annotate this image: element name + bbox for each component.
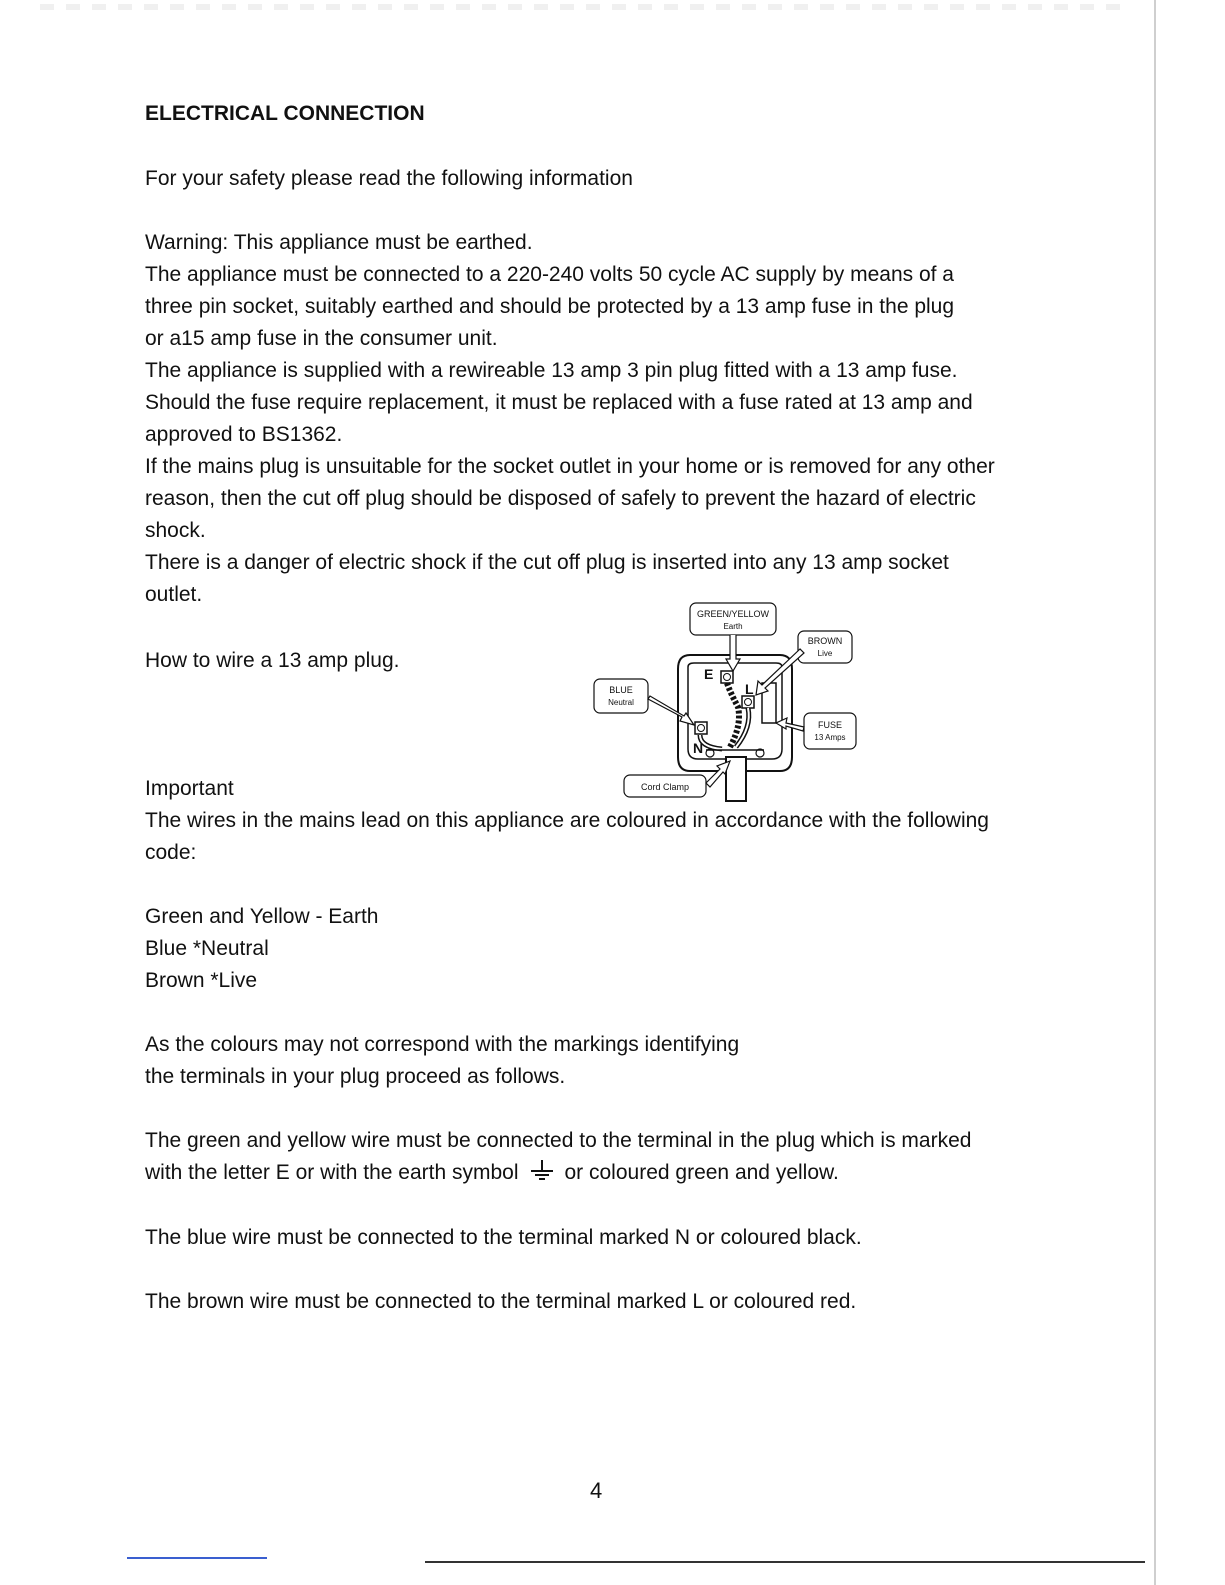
green-yellow-text-before: with the letter E or with the earth symbol (145, 1161, 519, 1184)
earth-symbol-icon (527, 1159, 557, 1181)
as-colours-line: As the colours may not correspond with the markings identifying (145, 1033, 740, 1056)
live-terminal (742, 696, 754, 708)
paragraph-line: If the mains plug is unsuitable for the socket outlet in your home or is removed for any other (145, 455, 995, 478)
colour-code-live: Brown *Live (145, 969, 258, 992)
wires-text-line: The wires in the mains lead on this appliance are coloured in accordance with the following (145, 809, 989, 832)
paragraph-line: Should the fuse require replacement, it must be replaced with a fuse rated at 13 amp and (145, 391, 973, 414)
callout-live-title: BROWN (807, 636, 843, 646)
callout-fuse (804, 713, 856, 749)
scan-artifact-line (425, 1561, 1145, 1563)
wires-text-line: code: (145, 841, 197, 864)
as-colours-line: the terminals in your plug proceed as follows. (145, 1065, 566, 1088)
callout-earth-sub: Earth (723, 622, 743, 631)
brown-wire-instruction: The brown wire must be connected to the terminal marked L or coloured red. (145, 1290, 857, 1313)
paragraph-line: three pin socket, suitably earthed and should be protected by a 13 amp fuse in the plug (145, 295, 955, 318)
paragraph-line: reason, then the cut off plug should be disposed of safely to prevent the hazard of electric (145, 487, 976, 510)
intro-text: For your safety please read the following information (145, 167, 633, 190)
callout-neutral-title: BLUE (609, 685, 633, 695)
paragraph-line: The appliance must be connected to a 220-240 volts 50 cycle AC supply by means of a (145, 263, 954, 286)
neutral-terminal (695, 722, 707, 734)
blue-wire-instruction: The blue wire must be connected to the terminal marked N or coloured black. (145, 1226, 862, 1249)
paragraph-line: Warning: This appliance must be earthed. (145, 231, 533, 254)
paragraph-line: approved to BS1362. (145, 423, 343, 446)
earth-terminal (721, 671, 733, 683)
paragraph-line: outlet. (145, 583, 203, 606)
callout-neutral-sub: Neutral (608, 698, 634, 707)
paragraph-line: The appliance is supplied with a rewireable 13 amp 3 pin plug fitted with a 13 amp fuse. (145, 359, 958, 382)
paragraph-line: shock. (145, 519, 206, 542)
paragraph-line: or a15 amp fuse in the consumer unit. (145, 327, 498, 350)
green-yellow-instruction-line2 (145, 1157, 839, 1189)
callout-cord-clamp-label: Cord Clamp (640, 782, 690, 792)
section-heading: ELECTRICAL CONNECTION (145, 102, 425, 125)
colour-code-earth: Green and Yellow - Earth (145, 905, 379, 928)
scan-artifact-top (40, 4, 1120, 10)
callout-fuse-title: FUSE (817, 720, 843, 730)
callout-earth-title: GREEN/YELLOW (696, 609, 770, 619)
label-e: E (704, 666, 714, 682)
important-label: Important (145, 777, 234, 800)
plug-wiring-diagram (590, 597, 865, 805)
paragraph-line: There is a danger of electric shock if the cut off plug is inserted into any 13 amp socket (145, 551, 949, 574)
page-edge (1154, 0, 1156, 1585)
green-yellow-instruction-line1: The green and yellow wire must be connected to the terminal in the plug which is marked (145, 1129, 972, 1152)
label-l: L (745, 681, 754, 697)
label-n: N (693, 740, 704, 756)
colour-code-neutral: Blue *Neutral (145, 937, 269, 960)
how-to-wire-text: How to wire a 13 amp plug. (145, 649, 400, 672)
page-number: 4 (590, 1478, 603, 1503)
scan-artifact-line (127, 1557, 267, 1559)
callout-live-sub: Live (817, 649, 833, 658)
callout-fuse-sub: 13 Amps (814, 733, 846, 742)
green-yellow-text-after: or coloured green and yellow. (564, 1161, 839, 1184)
